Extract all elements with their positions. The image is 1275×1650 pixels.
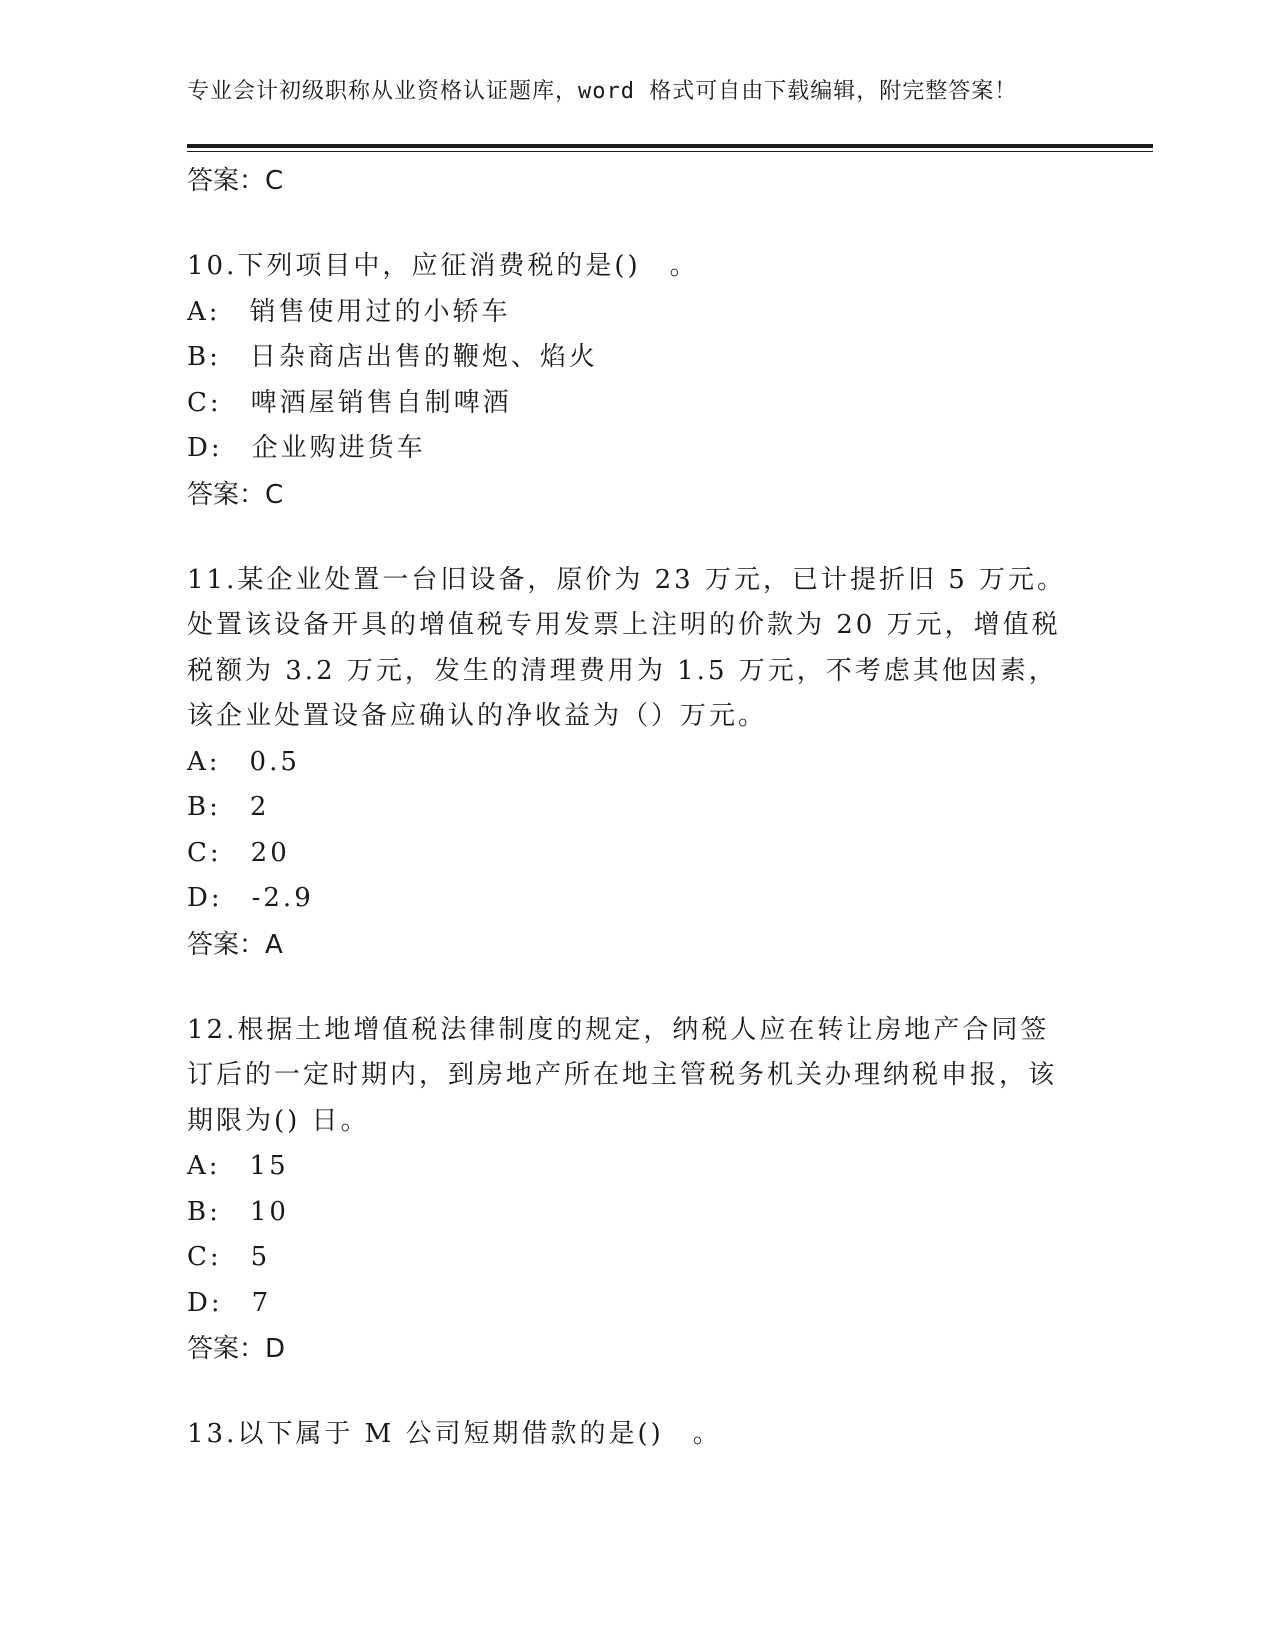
- option-b: B: 日杂商店出售的鞭炮、焰火: [187, 342, 598, 372]
- option-b: B: 10: [187, 1196, 289, 1227]
- option-a: A: 销售使用过的小轿车: [187, 296, 511, 327]
- option-c: C: 5: [187, 1242, 271, 1272]
- question-text: 11.某企业处置一台旧设备，原价为 23 万元，已计提折旧 5 万元。处置该设备开具的增值税专用发票上注明的价款为 20 万元，增值税税额为 3.2 万元，发生的清理费用为 1.5 万元，不考虑其他因素，该企业处置设备应确认的净收益为（）万元。: [187, 564, 1067, 731]
- option-b: B: 2: [187, 792, 270, 822]
- option-c: C: 20: [187, 837, 290, 868]
- option-d: D: 7: [187, 1287, 272, 1318]
- answer-line: 答案：C: [187, 166, 284, 196]
- page-header: 专业会计初级职称从业资格认证题库，word 格式可自由下载编辑，附完整答案！: [187, 79, 1018, 104]
- question-text: 12.根据土地增值税法律制度的规定，纳税人应在转让房地产合同签订后的一定时期内，到房地产所在地主管税务机关办理纳税申报，该期限为() 日。: [187, 1014, 1058, 1136]
- question-13: [187, 1412, 1087, 1458]
- question-12: [187, 1008, 1087, 1373]
- option-a: A: 0.5: [187, 746, 300, 777]
- answer-line: 答案：A: [187, 929, 283, 960]
- option-a: A: 15: [187, 1151, 289, 1181]
- option-d: D: 企业购进货车: [187, 433, 426, 463]
- header-rule-thin: [187, 151, 1153, 152]
- question-list: [187, 158, 1087, 1458]
- question-10: [187, 244, 1087, 518]
- answer-line: 答案：D: [187, 1334, 286, 1364]
- option-c: C: 啤酒屋销售自制啤酒: [187, 387, 512, 418]
- question-11: [187, 558, 1087, 968]
- answer-line: 答案：C: [187, 479, 284, 510]
- header-rule-thick: [187, 144, 1153, 148]
- question-text: 13.以下属于 M 公司短期借款的是() 。: [187, 1419, 722, 1449]
- option-d: D: -2.9: [187, 883, 314, 913]
- question-text: 10.下列项目中，应征消费税的是() 。: [187, 251, 699, 281]
